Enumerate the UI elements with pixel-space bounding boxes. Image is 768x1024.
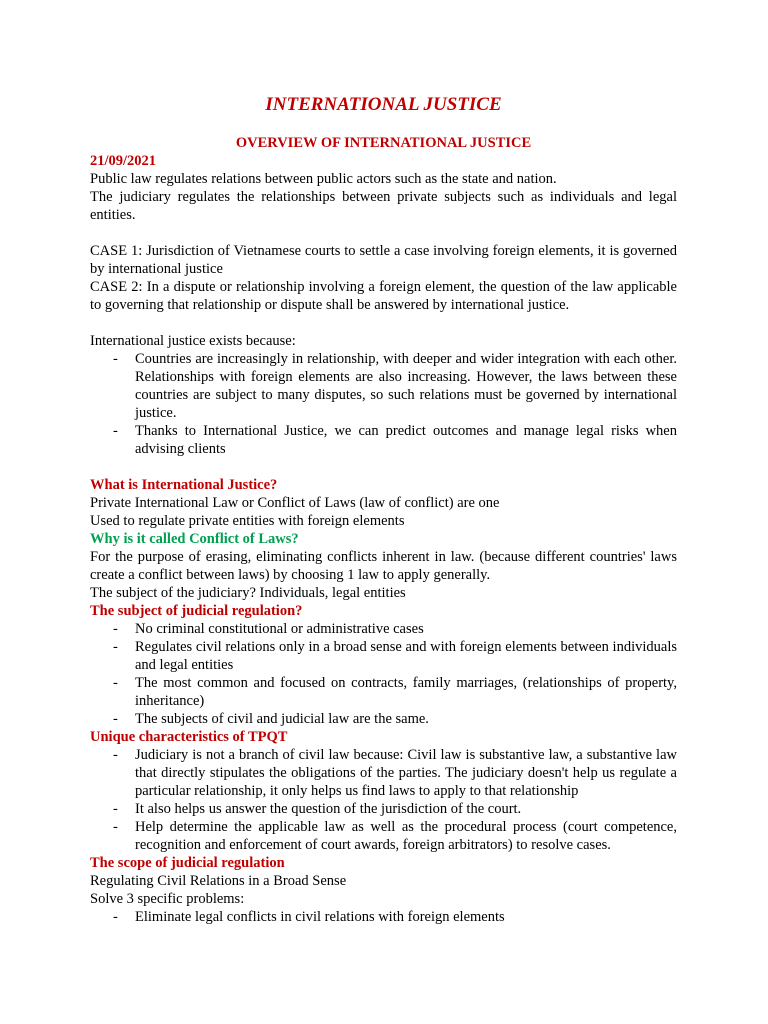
list-item: - Eliminate legal conflicts in civil relations with foreign elements [90, 908, 677, 926]
exists-lead: International justice exists because: [90, 333, 296, 349]
section-subtitle: OVERVIEW OF INTERNATIONAL JUSTICE [235, 135, 532, 151]
subject-list [90, 620, 677, 728]
list-item: - Thanks to International Justice, we can predict outcomes and manage legal risks when advising clients [90, 422, 677, 458]
heading-scope: The scope of judicial regulation [90, 855, 285, 871]
body-line: Private International Law or Conflict of Laws (law of conflict) are one [90, 495, 500, 511]
body-line: For the purpose of erasing, eliminating conflicts inherent in law. (because different countries' laws create a conflict between laws) by choosing 1 law to apply generally. [90, 549, 677, 583]
document-title: INTERNATIONAL JUSTICE [265, 94, 502, 115]
list-item: - Judiciary is not a branch of civil law because: Civil law is substantive law, a substantive law that directly stipulates the obligations of the parties. The judiciary doesn't help us regulate a particular relationship, it only helps us find laws to apply to that relationship [90, 746, 677, 800]
body-line: Solve 3 specific problems: [90, 891, 245, 907]
body-line: The subject of the judiciary? Individuals, legal entities [90, 585, 406, 601]
list-item: - The most common and focused on contracts, family marriages, (relationships of property, inheritance) [90, 674, 677, 710]
list-item: - Help determine the applicable law as well as the procedural process (court competence, recognition and enforcement of court awards, foreign arbitrators) to resolve cases. [90, 818, 677, 854]
heading-why-called: Why is it called Conflict of Laws? [90, 531, 299, 547]
intro-paragraph: The judiciary regulates the relationships between private subjects such as individuals and legal entities. [90, 189, 677, 223]
heading-unique: Unique characteristics of TPQT [90, 729, 288, 745]
list-item: - The subjects of civil and judicial law are the same. [90, 710, 677, 728]
body-line: Used to regulate private entities with foreign elements [90, 513, 405, 529]
paragraph-spacer [90, 314, 677, 332]
scope-list [90, 908, 677, 926]
unique-list [90, 746, 677, 854]
list-item: - It also helps us answer the question of the jurisdiction of the court. [90, 800, 677, 818]
paragraph-spacer [90, 458, 677, 476]
heading-what-is: What is International Justice? [90, 477, 278, 493]
date-heading: 21/09/2021 [90, 153, 157, 169]
list-item: - Regulates civil relations only in a broad sense and with foreign elements between individuals and legal entities [90, 638, 677, 674]
case-paragraph: CASE 1: Jurisdiction of Vietnamese courts to settle a case involving foreign elements, it is governed by international justice [90, 243, 677, 277]
body-line: Regulating Civil Relations in a Broad Sense [90, 873, 347, 889]
intro-paragraph: Public law regulates relations between public actors such as the state and nation. [90, 171, 557, 187]
case-paragraph: CASE 2: In a dispute or relationship involving a foreign element, the question of the law applicable to governing that relationship or dispute shall be answered by international justice. [90, 279, 677, 313]
document-body [90, 134, 677, 926]
exists-list [90, 350, 677, 458]
list-item: - No criminal constitutional or administrative cases [90, 620, 677, 638]
paragraph-spacer [90, 224, 677, 242]
list-item: - Countries are increasingly in relationship, with deeper and wider integration with each other. Relationships with foreign elements are also increasing. However, the laws between these countries are subject to many disputes, so such relations must be governed by international justice. [90, 350, 677, 422]
heading-subject: The subject of judicial regulation? [90, 603, 303, 619]
